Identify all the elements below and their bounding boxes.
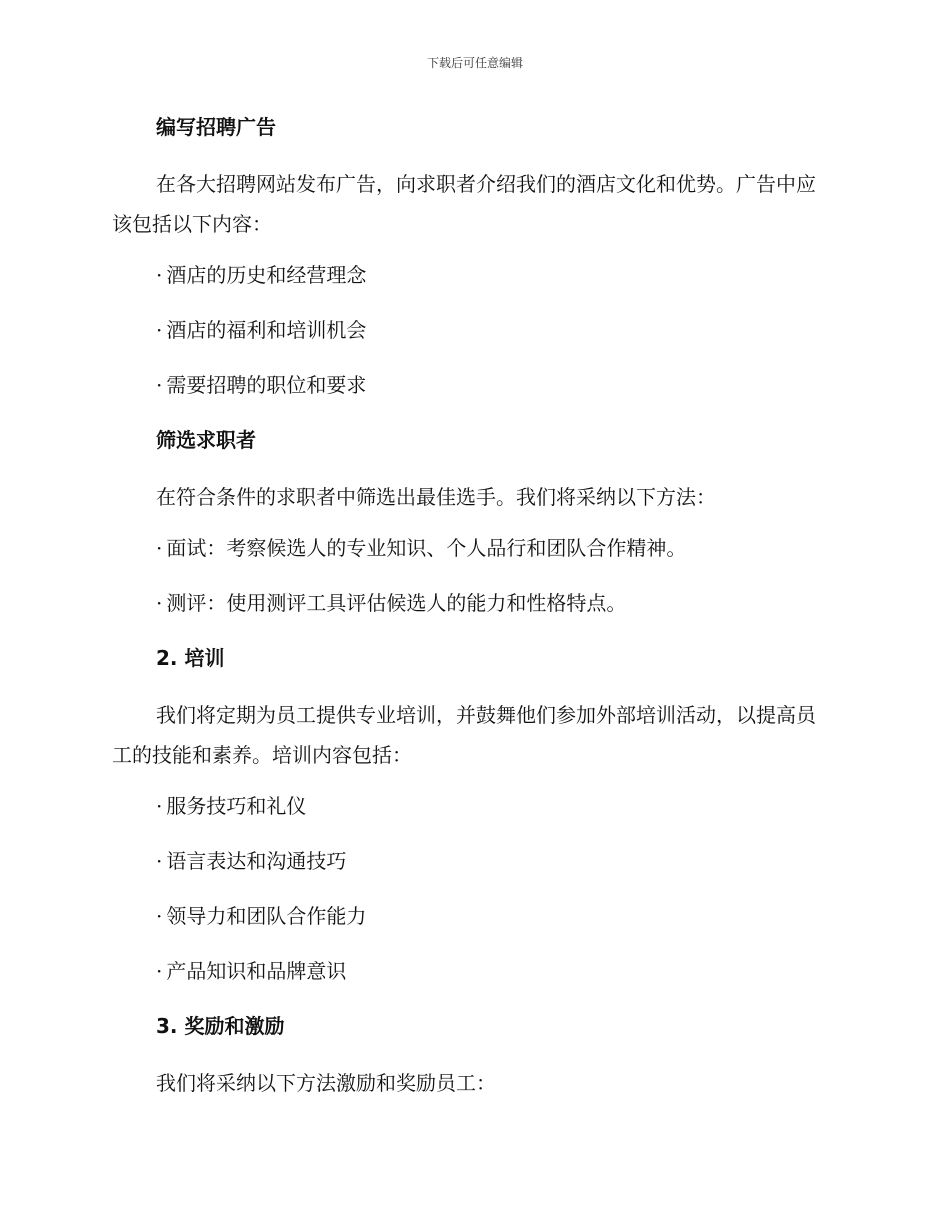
list-item-text: 领导力和团队合作能力 [166,904,367,928]
bullet-icon: · [156,849,163,873]
list-item-text: 测评：使用测评工具评估候选人的能力和性格特点。 [166,591,627,615]
bullet-icon: · [156,904,163,928]
list-item [112,313,832,347]
paragraph-screening: 在符合条件的求职者中筛选出最佳选手。我们将采纳以下方法： [156,485,716,509]
bullet-icon: · [156,794,163,818]
list-item [112,586,832,620]
page-header: 下载后可任意编辑 [426,56,523,70]
list-item [112,258,832,292]
paragraph-recruitment-ad: 在各大招聘网站发布广告，向求职者介绍我们的酒店文化和优势。广告中应该包括以下内容： [112,172,816,236]
list-item [112,954,832,988]
list-item [112,368,832,402]
document-body [112,110,832,1117]
list-item-text: 面试：考察候选人的专业知识、个人品行和团队合作精神。 [166,536,687,560]
paragraph-training: 我们将定期为员工提供专业培训，并鼓舞他们参加外部培训活动，以提高员工的技能和素养。培训内容包括： [112,703,816,767]
list-item-text: 酒店的福利和培训机会 [166,318,367,342]
paragraph-rewards: 我们将采纳以下方法激励和奖励员工： [156,1071,496,1095]
list-item-text: 产品知识和品牌意识 [166,959,347,983]
section-heading-recruitment-ad: 编写招聘广告 [156,115,276,139]
bullet-icon: · [156,536,163,560]
section-heading-screening: 筛选求职者 [156,428,256,452]
list-item [112,531,832,565]
list-item-text: 服务技巧和礼仪 [166,794,307,818]
section-heading-rewards: 3. 奖励和激励 [156,1014,285,1038]
bullet-icon: · [156,591,163,615]
bullet-icon: · [156,959,163,983]
list-item [112,899,832,933]
bullet-icon: · [156,263,163,287]
list-item-text: 语言表达和沟通技巧 [166,849,347,873]
list-item-text: 需要招聘的职位和要求 [166,373,367,397]
bullet-icon: · [156,373,163,397]
section-heading-training: 2. 培训 [156,646,225,670]
bullet-icon: · [156,318,163,342]
list-item [112,844,832,878]
list-item-text: 酒店的历史和经营理念 [166,263,367,287]
list-item [112,789,832,823]
